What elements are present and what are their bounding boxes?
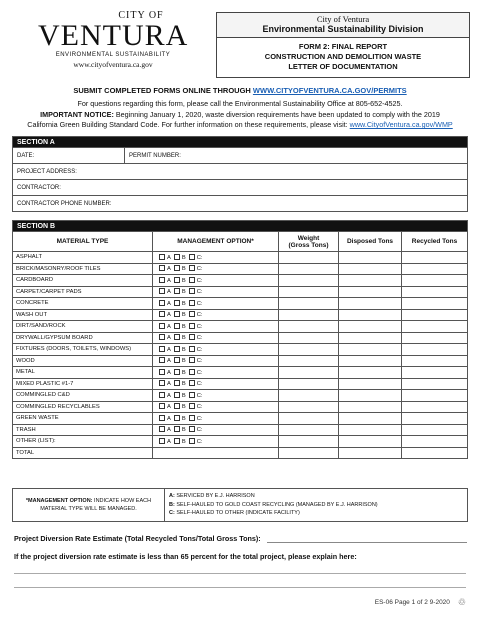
logo-ventura: VENTURA bbox=[38, 19, 189, 52]
material-type-cell: ASPHALT bbox=[13, 252, 153, 264]
option-label: A bbox=[167, 415, 171, 422]
option-label: C: bbox=[196, 312, 203, 319]
option-label: B bbox=[181, 312, 186, 319]
legend-b-key: B: bbox=[169, 501, 175, 508]
option-label: C: bbox=[196, 392, 203, 399]
col-weight bbox=[279, 232, 339, 252]
material-row bbox=[13, 436, 468, 448]
col-weight-sub: (Gross Tons) bbox=[288, 241, 329, 249]
option-label: C: bbox=[196, 289, 203, 296]
material-type-cell: CONCRETE bbox=[13, 298, 153, 310]
option-label: B bbox=[181, 369, 186, 376]
recycle-icon: ♲ bbox=[457, 597, 466, 607]
option-label: B bbox=[181, 289, 186, 296]
legend-label bbox=[13, 489, 165, 522]
option-label: B bbox=[181, 335, 186, 342]
recycled-cell[interactable] bbox=[402, 424, 468, 436]
option-checkbox[interactable] bbox=[189, 334, 195, 340]
option-label: A bbox=[167, 266, 171, 273]
material-type-cell: CARDBOARD bbox=[13, 275, 153, 287]
management-option-cell bbox=[153, 298, 279, 310]
legend-c-key: C: bbox=[169, 510, 175, 516]
disposed-cell[interactable] bbox=[339, 367, 402, 379]
option-checkbox[interactable] bbox=[174, 426, 180, 432]
material-row bbox=[13, 424, 468, 436]
material-row bbox=[13, 390, 468, 402]
disposed-cell[interactable] bbox=[339, 424, 402, 436]
material-type-cell: OTHER (LIST): bbox=[13, 436, 153, 448]
material-type-cell: COMMINGLED RECYCLABLES bbox=[13, 401, 153, 413]
management-option-cell bbox=[153, 309, 279, 321]
option-checkbox[interactable] bbox=[159, 277, 165, 283]
material-row bbox=[13, 298, 468, 310]
option-checkbox[interactable] bbox=[174, 311, 180, 317]
management-option-cell bbox=[153, 378, 279, 390]
explain-line-1[interactable] bbox=[14, 573, 466, 574]
total-disposed-cell[interactable] bbox=[339, 447, 402, 459]
material-type-cell: GREEN WASTE bbox=[13, 413, 153, 425]
option-checkbox[interactable] bbox=[189, 392, 195, 398]
explain-line-2[interactable] bbox=[14, 587, 466, 588]
option-label: C: bbox=[196, 335, 203, 342]
management-option-cell bbox=[153, 332, 279, 344]
recycled-cell[interactable] bbox=[402, 378, 468, 390]
option-label: C: bbox=[196, 277, 203, 284]
recycled-cell[interactable] bbox=[402, 344, 468, 356]
option-label: C: bbox=[196, 323, 203, 330]
weight-cell[interactable] bbox=[279, 344, 339, 356]
legend-b: SELF-HAULED TO GOLD COAST RECYCLING (MANAGED BY E.J. HARRISON) bbox=[174, 501, 378, 508]
info-line-2: Beginning January 1, 2020, waste diversion requirements have been updated to comply with the 2019 bbox=[113, 109, 440, 119]
disposed-cell[interactable] bbox=[339, 286, 402, 298]
material-row bbox=[13, 344, 468, 356]
logo-env: ENVIRONMENTAL SUSTAINABILITY bbox=[55, 52, 171, 58]
recycled-cell[interactable] bbox=[402, 367, 468, 379]
management-option-cell bbox=[153, 321, 279, 333]
option-checkbox[interactable] bbox=[189, 288, 195, 294]
weight-cell[interactable] bbox=[279, 390, 339, 402]
option-checkbox[interactable] bbox=[189, 254, 195, 260]
disposed-cell[interactable] bbox=[339, 332, 402, 344]
option-label: C: bbox=[196, 427, 203, 434]
section-a-title: SECTION A bbox=[13, 137, 468, 148]
total-row bbox=[13, 447, 468, 459]
material-row bbox=[13, 367, 468, 379]
option-checkbox[interactable] bbox=[159, 265, 165, 271]
disposed-cell[interactable] bbox=[339, 275, 402, 287]
weight-cell[interactable] bbox=[279, 378, 339, 390]
option-label: A bbox=[167, 254, 171, 261]
option-checkbox[interactable] bbox=[189, 426, 195, 432]
recycled-cell[interactable] bbox=[402, 286, 468, 298]
option-checkbox[interactable] bbox=[174, 300, 180, 306]
management-option-cell bbox=[153, 275, 279, 287]
col-disposed: Disposed Tons bbox=[339, 232, 402, 252]
disposed-cell[interactable] bbox=[339, 263, 402, 275]
disposed-cell[interactable] bbox=[339, 321, 402, 333]
material-type-cell: COMMINGLED C&D bbox=[13, 390, 153, 402]
option-checkbox[interactable] bbox=[159, 380, 165, 386]
option-label: A bbox=[167, 346, 171, 353]
option-checkbox[interactable] bbox=[174, 380, 180, 386]
option-label: A bbox=[167, 289, 171, 296]
option-label: B bbox=[181, 392, 186, 399]
weight-cell[interactable] bbox=[279, 309, 339, 321]
option-label: C: bbox=[196, 254, 203, 261]
option-label: B bbox=[181, 358, 186, 365]
weight-cell[interactable] bbox=[279, 275, 339, 287]
project-address-field[interactable]: PROJECT ADDRESS: bbox=[13, 164, 468, 180]
option-checkbox[interactable] bbox=[174, 346, 180, 352]
management-option-cell bbox=[153, 390, 279, 402]
material-type-cell: BRICK/MASONRY/ROOF TILES bbox=[13, 263, 153, 275]
option-checkbox[interactable] bbox=[159, 288, 165, 294]
material-type-cell: WASH OUT bbox=[13, 309, 153, 321]
option-checkbox[interactable] bbox=[159, 403, 165, 409]
weight-cell[interactable] bbox=[279, 401, 339, 413]
management-option-cell bbox=[153, 286, 279, 298]
option-label: B bbox=[181, 438, 186, 445]
option-label: C: bbox=[196, 358, 203, 365]
option-checkbox[interactable] bbox=[159, 369, 165, 375]
option-checkbox[interactable] bbox=[174, 334, 180, 340]
material-type-cell: FIXTURES (DOORS, TOILETS, WINDOWS) bbox=[13, 344, 153, 356]
option-checkbox[interactable] bbox=[159, 254, 165, 260]
logo-city-of: CITY OF bbox=[118, 10, 164, 21]
disposed-cell[interactable] bbox=[339, 390, 402, 402]
legend-c: SELF-HAULED TO OTHER (INDICATE FACILITY) bbox=[174, 510, 300, 516]
page-header bbox=[10, 10, 470, 80]
recycled-cell[interactable] bbox=[402, 413, 468, 425]
disposed-cell[interactable] bbox=[339, 413, 402, 425]
option-checkbox[interactable] bbox=[159, 323, 165, 329]
option-label: A bbox=[167, 369, 171, 376]
option-checkbox[interactable] bbox=[174, 438, 180, 444]
option-checkbox[interactable] bbox=[159, 415, 165, 421]
option-label: A bbox=[167, 438, 171, 445]
option-label: B bbox=[181, 427, 186, 434]
form-title-1: FORM 2: FINAL REPORT bbox=[298, 42, 388, 51]
total-option-cell bbox=[153, 447, 279, 459]
col-weight-label: Weight bbox=[297, 234, 320, 242]
col-management-option: MANAGEMENT OPTION* bbox=[153, 232, 279, 252]
recycled-cell[interactable] bbox=[402, 298, 468, 310]
option-label: A bbox=[167, 358, 171, 365]
recycled-cell[interactable] bbox=[402, 321, 468, 333]
option-checkbox[interactable] bbox=[174, 357, 180, 363]
recycled-cell[interactable] bbox=[402, 401, 468, 413]
option-label: A bbox=[167, 392, 171, 399]
weight-cell[interactable] bbox=[279, 424, 339, 436]
disposed-cell[interactable] bbox=[339, 355, 402, 367]
option-checkbox[interactable] bbox=[159, 311, 165, 317]
option-label: B bbox=[181, 404, 186, 411]
management-option-cell bbox=[153, 413, 279, 425]
management-option-cell bbox=[153, 355, 279, 367]
city-name: City of Ventura bbox=[316, 14, 370, 24]
option-label: B bbox=[181, 266, 186, 273]
option-label: C: bbox=[196, 266, 203, 273]
logo-web: www.cityofventura.ca.gov bbox=[73, 60, 153, 69]
option-label: C: bbox=[196, 404, 203, 411]
material-row bbox=[13, 321, 468, 333]
option-label: A bbox=[167, 312, 171, 319]
option-checkbox[interactable] bbox=[189, 357, 195, 363]
option-checkbox[interactable] bbox=[189, 415, 195, 421]
option-checkbox[interactable] bbox=[159, 392, 165, 398]
material-row bbox=[13, 263, 468, 275]
option-checkbox[interactable] bbox=[189, 300, 195, 306]
explain-label: If the project diversion rate estimate is less than 65 percent for the total project, please explain here: bbox=[14, 552, 357, 561]
info-line-3: California Green Building Standard Code. For further information on these requirements, please visit: bbox=[27, 120, 350, 129]
footer-text: ES-06 Page 1 of 2 9-2020 bbox=[374, 599, 450, 606]
recycled-cell[interactable] bbox=[402, 263, 468, 275]
disposed-cell[interactable] bbox=[339, 344, 402, 356]
submit-text: SUBMIT COMPLETED FORMS ONLINE THROUGH bbox=[73, 86, 251, 95]
option-label: C: bbox=[196, 381, 203, 388]
col-recycled: Recycled Tons bbox=[402, 232, 468, 252]
option-label: B bbox=[181, 300, 186, 307]
permit-number-field[interactable]: PERMIT NUMBER: bbox=[125, 148, 468, 164]
form-title-box bbox=[216, 12, 470, 78]
notice-label: IMPORTANT NOTICE: bbox=[40, 109, 114, 119]
material-row bbox=[13, 286, 468, 298]
total-recycled-cell[interactable] bbox=[402, 447, 468, 459]
option-label: A bbox=[167, 404, 171, 411]
diversion-estimate-input[interactable] bbox=[267, 535, 467, 543]
date-field[interactable]: DATE: bbox=[13, 148, 125, 164]
option-label: A bbox=[167, 300, 171, 307]
management-legend bbox=[12, 488, 468, 522]
management-option-cell bbox=[153, 436, 279, 448]
contractor-field[interactable]: CONTRACTOR: bbox=[13, 180, 468, 196]
material-type-cell: METAL bbox=[13, 367, 153, 379]
weight-cell[interactable] bbox=[279, 321, 339, 333]
diversion-estimate-label: Project Diversion Rate Estimate (Total Recycled Tons/Total Gross Tons): bbox=[14, 534, 261, 543]
material-row bbox=[13, 355, 468, 367]
recycled-cell[interactable] bbox=[402, 252, 468, 264]
info-line-1: For questions regarding this form, please call the Environmental Sustainability Office at 805-652-4525. bbox=[77, 99, 403, 108]
management-option-cell bbox=[153, 263, 279, 275]
material-row bbox=[13, 413, 468, 425]
management-option-cell bbox=[153, 252, 279, 264]
material-type-cell: DIRT/SAND/ROCK bbox=[13, 321, 153, 333]
option-checkbox[interactable] bbox=[159, 346, 165, 352]
recycled-cell[interactable] bbox=[402, 309, 468, 321]
option-checkbox[interactable] bbox=[174, 369, 180, 375]
disposed-cell[interactable] bbox=[339, 378, 402, 390]
option-checkbox[interactable] bbox=[159, 357, 165, 363]
recycled-cell[interactable] bbox=[402, 332, 468, 344]
option-checkbox[interactable] bbox=[174, 254, 180, 260]
option-label: B bbox=[181, 381, 186, 388]
weight-cell[interactable] bbox=[279, 298, 339, 310]
material-type-cell: MIXED PLASTIC #1-7 bbox=[13, 378, 153, 390]
section-b-title: SECTION B bbox=[13, 221, 468, 232]
option-checkbox[interactable] bbox=[159, 426, 165, 432]
material-type-cell: CARPET/CARPET PADS bbox=[13, 286, 153, 298]
weight-cell[interactable] bbox=[279, 286, 339, 298]
option-checkbox[interactable] bbox=[174, 288, 180, 294]
legend-a: SERVICED BY E.J. HARRISON bbox=[174, 493, 255, 499]
city-logo bbox=[38, 10, 188, 80]
option-label: A bbox=[167, 381, 171, 388]
weight-cell[interactable] bbox=[279, 436, 339, 448]
page-footer bbox=[375, 597, 466, 608]
option-checkbox[interactable] bbox=[174, 277, 180, 283]
option-checkbox[interactable] bbox=[174, 392, 180, 398]
weight-cell[interactable] bbox=[279, 355, 339, 367]
option-label: C: bbox=[196, 346, 203, 353]
option-label: A bbox=[167, 427, 171, 434]
material-row bbox=[13, 401, 468, 413]
management-option-cell bbox=[153, 367, 279, 379]
recycled-cell[interactable] bbox=[402, 436, 468, 448]
form-title-3: LETTER OF DOCUMENTATION bbox=[288, 62, 398, 71]
option-checkbox[interactable] bbox=[189, 323, 195, 329]
disposed-cell[interactable] bbox=[339, 309, 402, 321]
total-label: TOTAL bbox=[13, 447, 153, 459]
material-type-cell: WOOD bbox=[13, 355, 153, 367]
disposed-cell[interactable] bbox=[339, 298, 402, 310]
option-checkbox[interactable] bbox=[189, 311, 195, 317]
material-row bbox=[13, 309, 468, 321]
option-checkbox[interactable] bbox=[189, 380, 195, 386]
section-b-table bbox=[12, 220, 468, 459]
contractor-phone-field[interactable]: CONTRACTOR PHONE NUMBER: bbox=[13, 196, 468, 212]
recycled-cell[interactable] bbox=[402, 390, 468, 402]
option-label: C: bbox=[196, 369, 203, 376]
division-name: Environmental Sustainability Division bbox=[262, 24, 424, 34]
total-weight-cell[interactable] bbox=[279, 447, 339, 459]
option-label: B bbox=[181, 277, 186, 284]
option-label: B bbox=[181, 346, 186, 353]
option-checkbox[interactable] bbox=[174, 403, 180, 409]
management-option-cell bbox=[153, 344, 279, 356]
option-checkbox[interactable] bbox=[189, 369, 195, 375]
management-option-cell bbox=[153, 424, 279, 436]
option-checkbox[interactable] bbox=[174, 323, 180, 329]
disposed-cell[interactable] bbox=[339, 401, 402, 413]
recycled-cell[interactable] bbox=[402, 275, 468, 287]
section-a-table bbox=[12, 136, 468, 212]
disposed-cell[interactable] bbox=[339, 252, 402, 264]
legend-options bbox=[165, 489, 468, 522]
weight-cell[interactable] bbox=[279, 367, 339, 379]
material-row bbox=[13, 378, 468, 390]
option-checkbox[interactable] bbox=[189, 438, 195, 444]
option-checkbox[interactable] bbox=[189, 277, 195, 283]
management-option-cell bbox=[153, 401, 279, 413]
option-label: C: bbox=[196, 438, 203, 445]
weight-cell[interactable] bbox=[279, 413, 339, 425]
legend-a-key: A: bbox=[169, 493, 175, 499]
option-label: C: bbox=[196, 300, 203, 307]
submit-instructions bbox=[0, 86, 480, 95]
option-checkbox[interactable] bbox=[189, 265, 195, 271]
material-row bbox=[13, 252, 468, 264]
option-checkbox[interactable] bbox=[189, 403, 195, 409]
option-checkbox[interactable] bbox=[159, 438, 165, 444]
option-checkbox[interactable] bbox=[174, 415, 180, 421]
material-row bbox=[13, 275, 468, 287]
material-row bbox=[13, 332, 468, 344]
option-checkbox[interactable] bbox=[189, 346, 195, 352]
option-checkbox[interactable] bbox=[174, 265, 180, 271]
option-label: B bbox=[181, 323, 186, 330]
legend-label-bold: *MANAGEMENT OPTION: bbox=[25, 497, 93, 504]
weight-cell[interactable] bbox=[279, 332, 339, 344]
option-label: B bbox=[181, 254, 186, 261]
option-label: B bbox=[181, 415, 186, 422]
wmp-link[interactable]: www.CityofVentura.ca.gov/WMP bbox=[349, 120, 453, 129]
legend-label-rest: INDICATE HOW EACH MATERIAL TYPE WILL BE MANAGED. bbox=[40, 497, 152, 512]
option-label: C: bbox=[196, 415, 203, 422]
option-checkbox[interactable] bbox=[159, 300, 165, 306]
material-type-cell: TRASH bbox=[13, 424, 153, 436]
recycled-cell[interactable] bbox=[402, 355, 468, 367]
permits-link[interactable]: WWW.CITYOFVENTURA.CA.GOV/PERMITS bbox=[252, 86, 407, 95]
weight-cell[interactable] bbox=[279, 263, 339, 275]
col-material-type: MATERIAL TYPE bbox=[13, 232, 153, 252]
option-checkbox[interactable] bbox=[159, 334, 165, 340]
info-paragraph bbox=[0, 99, 480, 131]
disposed-cell[interactable] bbox=[339, 436, 402, 448]
form-title-2: CONSTRUCTION AND DEMOLITION WASTE bbox=[264, 52, 422, 61]
option-label: A bbox=[167, 335, 171, 342]
material-type-cell: DRYWALL/GYPSUM BOARD bbox=[13, 332, 153, 344]
option-label: A bbox=[167, 323, 171, 330]
option-label: A bbox=[167, 277, 171, 284]
diversion-estimate bbox=[14, 534, 467, 543]
weight-cell[interactable] bbox=[279, 252, 339, 264]
